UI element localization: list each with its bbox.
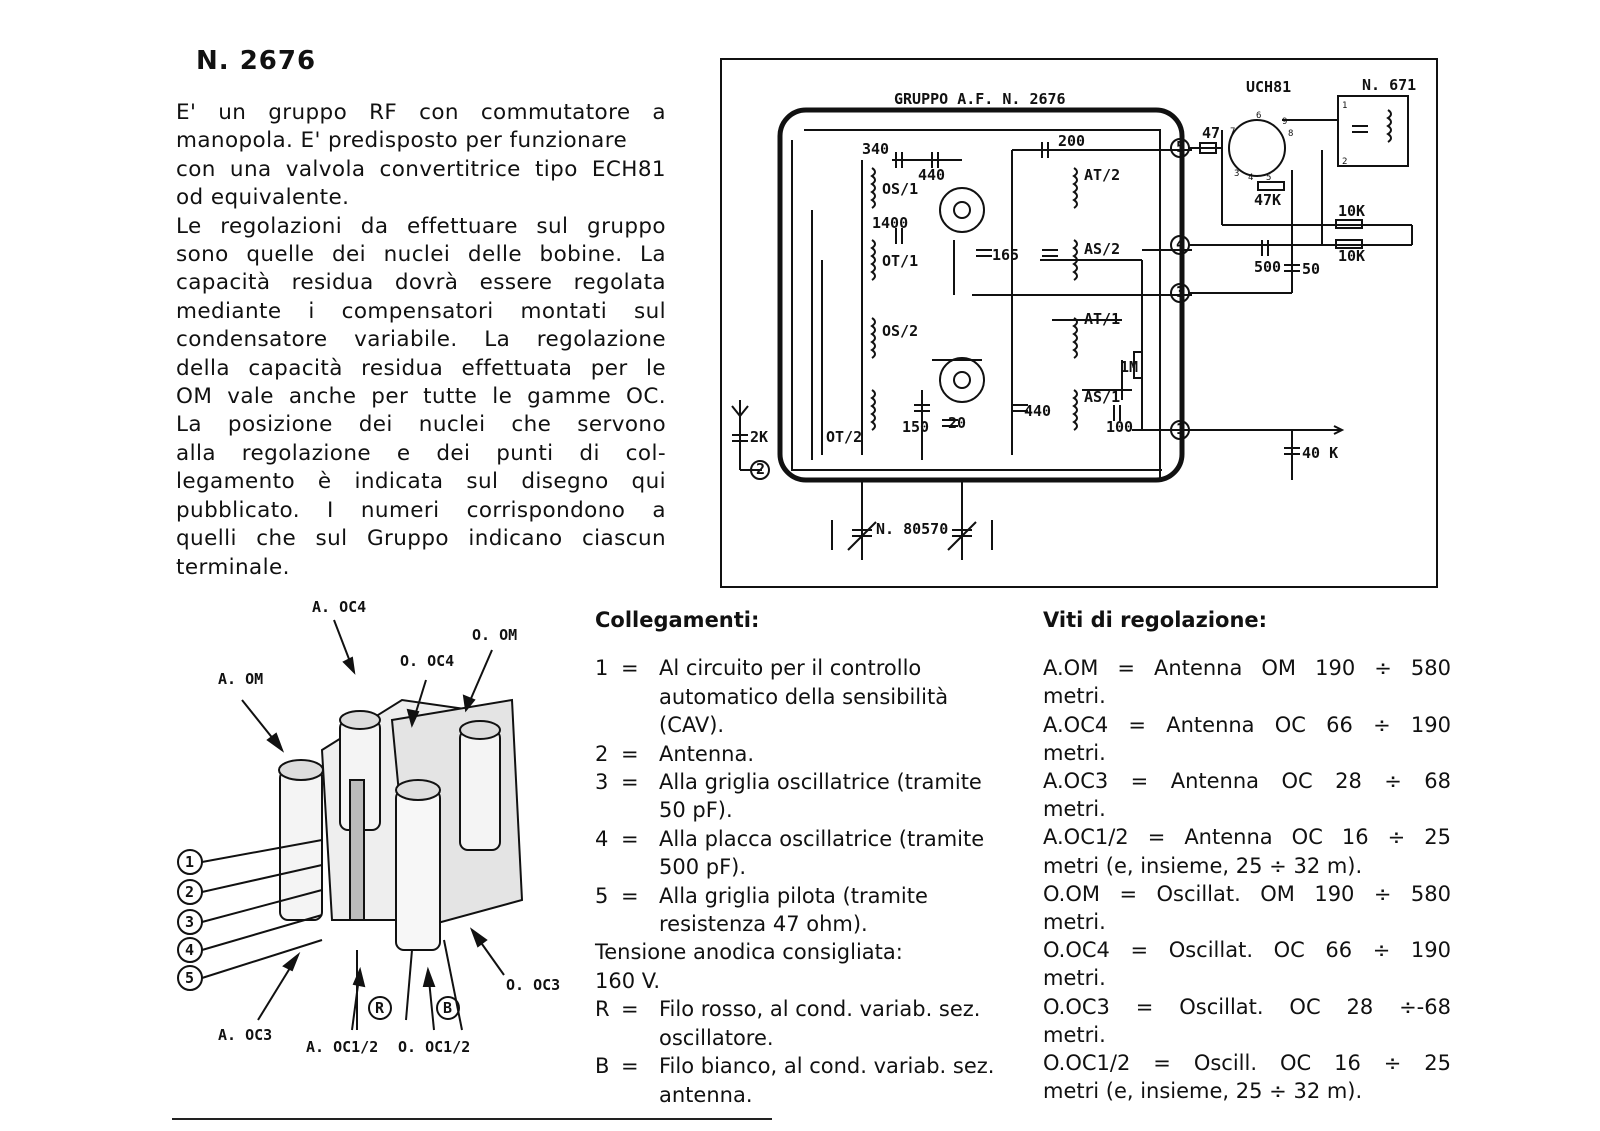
connection-item <box>595 740 1005 768</box>
value-label: 47 <box>1202 124 1221 142</box>
wire-item <box>595 995 1005 1052</box>
value-label: 47K <box>1254 191 1282 209</box>
label-a-oc4: A. OC4 <box>312 600 367 616</box>
wire-text: Filo bianco, al cond. variab. sez. antenna. <box>659 1054 995 1107</box>
tube-pin: 2 <box>1342 157 1348 167</box>
label-b: B <box>443 999 453 1017</box>
value-label: 340 <box>862 140 890 158</box>
viti-row: O.OC3 = Oscillat. OC 28 ÷-68 <box>1043 994 1451 1019</box>
value-label: 50 <box>1302 260 1321 278</box>
coil-group-drawing <box>172 600 582 1080</box>
connection-item <box>595 882 1005 939</box>
label-o-oc12: O. OC1/2 <box>398 1038 471 1056</box>
viti-row-cont: metri. <box>1043 1022 1106 1047</box>
connection-text: Al circuito per il controllo automatico della sensibilità (CAV). <box>659 656 949 738</box>
label-terminal-1: 1 <box>185 853 195 871</box>
intro-line: della capacità residua effettuata per le <box>176 355 666 381</box>
intro-line: terminale. <box>176 554 290 580</box>
bottom-rule <box>172 1118 772 1120</box>
value-label: 165 <box>992 246 1020 264</box>
equals-sign: = <box>621 883 639 908</box>
label-o-om: O. OM <box>472 626 518 644</box>
coil-label: AS/2 <box>1084 240 1121 258</box>
circuit-schematic <box>720 58 1438 588</box>
viti-row: A.OC1/2 = Antenna OC 16 ÷ 25 <box>1043 825 1451 850</box>
tube-pin: 6 <box>1256 111 1262 121</box>
connection-number: 4 <box>595 826 609 851</box>
intro-line: od equivalente. <box>176 185 350 211</box>
page-title: N. 2676 <box>196 46 317 76</box>
viti-row-cont: metri (e, insieme, 25 ÷ 32 m). <box>1043 853 1363 878</box>
intro-line: mediante i compensatori montati sul <box>176 298 666 324</box>
equals-sign: = <box>621 997 639 1022</box>
tube-label: UCH81 <box>1246 78 1292 96</box>
value-label: 10K <box>1338 202 1366 220</box>
label-a-om: A. OM <box>218 670 264 688</box>
coil-label: AS/1 <box>1084 388 1121 406</box>
equals-sign: = <box>621 826 639 851</box>
viti-row: O.OM = Oscillat. OM 190 ÷ 580 <box>1043 881 1451 906</box>
label-terminal-2: 2 <box>185 883 195 901</box>
intro-line: Le regolazioni da effettuare sul gruppo <box>176 213 666 239</box>
intro-line: manopola. E' predisposto per funzionare <box>176 128 628 154</box>
value-label: 500 <box>1254 258 1282 276</box>
schematic-drawing <box>722 60 1440 590</box>
intro-line: con una valvola convertitrice tipo ECH81 <box>176 156 666 182</box>
intro-line: condensatore variabile. La regolazione <box>176 327 666 353</box>
value-label: 150 <box>902 418 930 436</box>
value-label: 440 <box>918 166 946 184</box>
viti-row-cont: metri. <box>1043 684 1106 709</box>
intro-line: E' un gruppo RF con commutatore a <box>176 100 666 125</box>
equals-sign: = <box>621 741 639 766</box>
tension-value: 160 V. <box>595 968 661 993</box>
terminal-number: 5 <box>1176 138 1186 156</box>
intro-line: sono quelle dei nuclei delle bobine. La <box>176 242 666 268</box>
viti-row-cont: metri. <box>1043 910 1106 935</box>
tube-pin: 9 <box>1282 117 1288 127</box>
collegamenti-section <box>595 606 1005 1109</box>
intro-line: La posizione dei nuclei che servono <box>176 412 666 438</box>
connection-item <box>595 654 1005 739</box>
label-terminal-4: 4 <box>185 941 195 959</box>
wire-letter: R <box>595 997 610 1022</box>
intro-paragraph <box>176 99 666 582</box>
intro-line: legamento è indicata sul disegno qui <box>176 469 666 495</box>
coil-label: AT/1 <box>1084 310 1121 328</box>
coil-label: OT/2 <box>826 428 863 446</box>
intro-line: quelli che sul Gruppo indicano ciascun <box>176 526 666 552</box>
value-label: 1M <box>1120 358 1139 376</box>
viti-heading: Viti di regolazione: <box>1043 608 1268 632</box>
tube-pin: 1 <box>1342 101 1348 111</box>
viti-row: O.OC4 = Oscillat. OC 66 ÷ 190 <box>1043 938 1451 963</box>
equals-sign: = <box>621 656 639 681</box>
viti-row: A.OM = Antenna OM 190 ÷ 580 <box>1043 656 1451 681</box>
viti-row-cont: metri. <box>1043 797 1106 822</box>
wire-letter: B <box>595 1054 610 1079</box>
label-a-oc12: A. OC1/2 <box>306 1038 379 1056</box>
value-label: 10K <box>1338 247 1366 265</box>
coil-group-illustration <box>172 600 582 1080</box>
value-label: 2K <box>750 428 769 446</box>
value-label: 40 K <box>1302 444 1339 462</box>
value-label: 100 <box>1106 418 1134 436</box>
connection-text: Antenna. <box>659 741 754 766</box>
connection-number: 3 <box>595 770 609 795</box>
viti-row-cont: metri. <box>1043 740 1106 765</box>
coil-label: AT/2 <box>1084 166 1121 184</box>
viti-section <box>1043 606 1451 1105</box>
wire-text: Filo rosso, al cond. variab. sez. oscillatore. <box>659 997 981 1050</box>
coil-box-label: N. 671 <box>1362 76 1417 94</box>
connection-number: 5 <box>595 883 609 908</box>
viti-row: A.OC3 = Antenna OC 28 ÷ 68 <box>1043 769 1451 794</box>
viti-row: A.OC4 = Antenna OC 66 ÷ 190 <box>1043 712 1451 737</box>
value-label: 440 <box>1024 402 1052 420</box>
connection-text: Alla placca oscillatrice (tramite 500 pF). <box>659 826 985 880</box>
label-o-oc3: O. OC3 <box>506 976 561 994</box>
connection-text: Alla griglia pilota (tramite resistenza 47 ohm). <box>659 883 928 937</box>
intro-line: alla regolazione e dei punti di col- <box>176 440 666 466</box>
viti-row-cont: metri. <box>1043 966 1106 991</box>
tube-pin: 3 <box>1234 169 1240 179</box>
connection-number: 1 <box>595 656 609 681</box>
label-a-oc3: A. OC3 <box>218 1026 273 1044</box>
tube-pin: 7 <box>1230 127 1236 137</box>
intro-line: capacità residua dovrà essere regolata <box>176 270 666 296</box>
connection-number: 2 <box>595 741 609 766</box>
collegamenti-heading: Collegamenti: <box>595 608 760 632</box>
terminal-number: 4 <box>1176 235 1186 253</box>
equals-sign: = <box>621 770 639 795</box>
label-o-oc4: O. OC4 <box>400 652 455 670</box>
label-terminal-5: 5 <box>185 969 195 987</box>
connection-item <box>595 768 1005 825</box>
coil-label: OS/2 <box>882 322 919 340</box>
intro-line: pubblicato. I numeri corrispondono a <box>176 497 666 523</box>
variable-cap-label: N. 80570 <box>876 520 949 538</box>
tube-pin: 8 <box>1288 129 1294 139</box>
coil-label: OS/1 <box>882 180 919 198</box>
terminal-number: 1 <box>1176 420 1186 438</box>
intro-line: OM vale anche per tutte le gamme OC. <box>176 384 666 410</box>
value-label: 1400 <box>872 214 909 232</box>
value-label: 200 <box>1058 132 1086 150</box>
group-label: GRUPPO A.F. N. 2676 <box>894 90 1066 108</box>
coil-label: OT/1 <box>882 252 919 270</box>
tension-label: Tensione anodica consigliata: <box>595 940 903 965</box>
terminal-number: 2 <box>756 460 766 478</box>
terminal-number: 3 <box>1176 283 1186 301</box>
value-label: 20 <box>948 414 967 432</box>
wire-item <box>595 1052 1005 1109</box>
tube-pin: 4 <box>1248 173 1254 183</box>
equals-sign: = <box>621 1054 639 1079</box>
connection-text: Alla griglia oscillatrice (tramite 50 pF). <box>659 770 982 823</box>
viti-row: O.OC1/2 = Oscill. OC 16 ÷ 25 <box>1043 1051 1451 1076</box>
connection-item <box>595 825 1005 882</box>
label-terminal-3: 3 <box>185 913 195 931</box>
label-r: R <box>375 999 385 1017</box>
viti-row-cont: metri (e, insieme, 25 ÷ 32 m). <box>1043 1079 1363 1104</box>
tube-pin: 5 <box>1266 173 1272 183</box>
